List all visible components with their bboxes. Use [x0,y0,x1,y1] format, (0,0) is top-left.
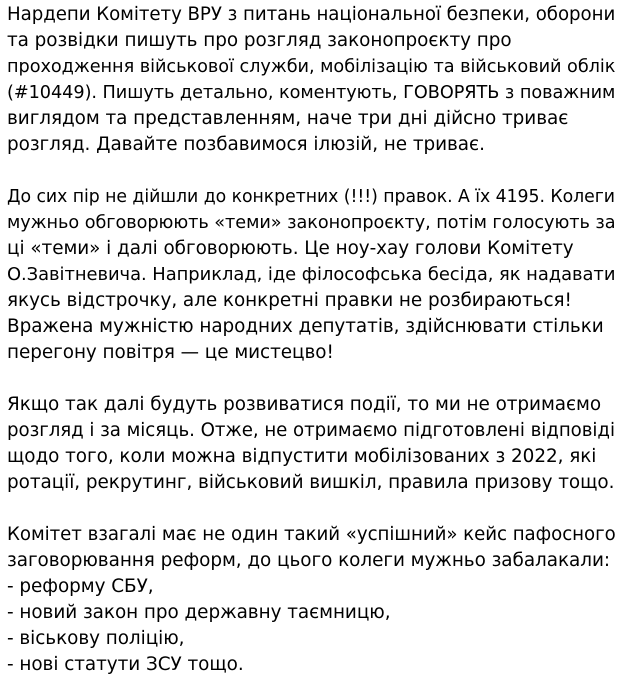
paragraph-spacer [7,366,619,392]
paragraph-1 [7,2,619,158]
list-item: - нові статути ЗСУ тощо. [7,654,244,675]
text-line: Нардепи Комітету ВРУ з питань національної безпеки, оборони [7,4,616,25]
text-line: (#10449). Пишуть детально, коментують, ГОВОРЯТЬ з поважним [7,83,616,103]
text-line: перегону повітря — це мистецво! [7,342,334,363]
text-line: та розвідки пишуть про розгляд законопроєкту про [7,30,512,51]
paragraph-3 [7,392,619,496]
paragraph-spacer [7,158,619,184]
text-line: ці «теми» і далі обговорюють. Це ноу-хау голови Комітету [7,238,574,259]
text-line: розгляд. Давайте позбавимося ілюзій, не триває. [7,134,485,155]
text-line: Якщо так далі будуть розвиватися події, то ми не отримаємо [7,394,602,415]
text-line: проходження військової служби, мобілізацію та військовий облік [7,57,616,77]
text-line: виглядом та представленням, наче три дні дійсно триває [7,108,569,129]
text-line: ротації, рекрутинг, військовий вишкіл, правила призову тощо. [7,472,615,493]
list-item: - новий закон про державну таємницю, [7,602,391,623]
text-line: заговорювання реформ, до цього колеги мужньо забалакали: [7,550,610,571]
message-text [7,2,619,678]
paragraph-2 [7,184,619,366]
text-line: О.Завітневича. Наприклад, іде філософська бесіда, як надавати [7,264,616,285]
text-line: розгляд і за місяць. Отже, не отримаємо підготовлені відповіді [7,420,615,441]
list-item: - реформу СБУ, [7,576,154,597]
text-line: До сих пір не дійшли до конкретних (!!!) правок. А їх 4195. Колеги [7,187,615,207]
paragraph-4 [7,522,619,678]
text-line: щодо того, коли можна відпустити мобілізованих з 2022, які [7,446,597,467]
text-line: Вражена мужністю народних депутатів, здійснювати стільки [7,316,604,337]
text-line: якусь відстрочку, але конкретні правки не розбираються! [7,290,572,311]
text-line: Комітет взагалі має не один такий «успішний» кейс пафосного [7,524,616,545]
text-line: мужньо обговорюють «теми» законопроєкту, потім голосують за [7,213,616,233]
list-item: - віськову поліцію, [7,628,185,649]
paragraph-spacer [7,496,619,522]
